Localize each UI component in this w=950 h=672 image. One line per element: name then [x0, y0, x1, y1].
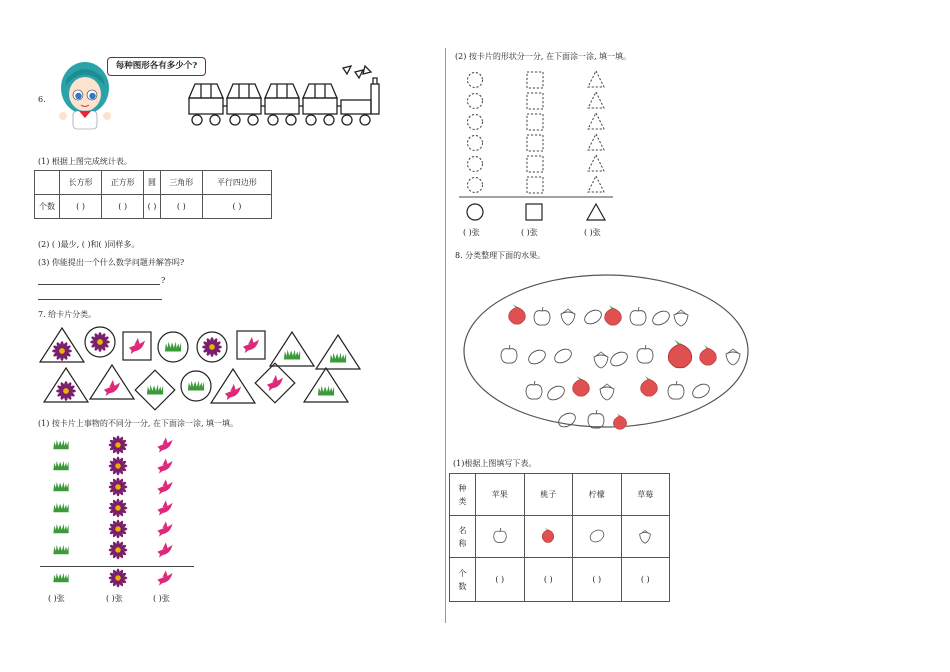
apple-icon [630, 307, 646, 325]
q6-sub3: (3) 你能提出一个什么数学问题并解答吗? [38, 258, 185, 267]
apple-cell [476, 516, 525, 558]
lemon-icon [545, 383, 567, 402]
flower-icon [109, 478, 128, 497]
count-label[interactable]: ( )张 [584, 228, 601, 237]
flower-icon [109, 436, 128, 455]
header-circle: 圆 [144, 171, 161, 195]
dashed-circle-icon [468, 136, 483, 151]
kind-apple: 苹果 [476, 474, 525, 516]
answer-blank[interactable]: ( ) [144, 195, 161, 219]
flower-icon [109, 520, 128, 539]
kind-lemon: 柠檬 [573, 474, 622, 516]
baseline-1 [40, 566, 194, 567]
peach-icon [605, 305, 622, 325]
count-label[interactable]: ( )张 [106, 594, 123, 603]
strawberry-icon [600, 384, 614, 400]
peach-icon [613, 413, 626, 429]
strawberry-icon [636, 527, 654, 545]
q7-sub1-columns [0, 0, 445, 672]
apple-icon [501, 345, 517, 363]
q8-sub1: (1)根据上图填写下表。 [453, 459, 537, 468]
peach-icon [700, 345, 717, 365]
flower-icon [109, 569, 128, 588]
strawberry-icon [561, 309, 575, 325]
q7-sub2: (2) 按卡片的形状分一分, 在下面涂一涂, 填一填。 [455, 52, 632, 61]
bird-icon [157, 479, 172, 494]
answer-blank[interactable]: ( ) [621, 558, 670, 602]
fruit-oval [445, 260, 775, 445]
strawberry-icon [726, 349, 740, 365]
dashed-triangle-icon [588, 113, 604, 129]
peach-cell [524, 516, 573, 558]
bird-icon [157, 521, 172, 536]
triangle-icon [587, 204, 605, 220]
peach-icon [641, 376, 658, 396]
grass-icon [53, 573, 68, 582]
row-label-count: 个数 [35, 195, 60, 219]
grass-icon [53, 524, 68, 533]
answer-blank[interactable]: ( ) [60, 195, 102, 219]
apple-icon [588, 410, 604, 428]
lemon-icon [526, 347, 548, 366]
lemon-icon [588, 527, 606, 545]
strawberry-icon [674, 310, 688, 326]
apple-icon [491, 527, 509, 545]
grass-icon [53, 545, 68, 554]
dashed-square-icon [527, 72, 543, 88]
lemon-icon [650, 308, 672, 327]
speech-bubble: 每种图形各有多少个? [107, 57, 206, 76]
flower-icon [109, 499, 128, 518]
answer-blank[interactable]: ( ) [102, 195, 144, 219]
lemon-icon [556, 410, 578, 429]
kind-peach: 桃子 [524, 474, 573, 516]
lemon-icon [582, 307, 604, 326]
lemon-cell [573, 516, 622, 558]
square-icon [526, 204, 542, 220]
row-label-kind: 种 类 [450, 474, 476, 516]
bird-icon [157, 570, 172, 585]
answer-blank[interactable]: ( ) [524, 558, 573, 602]
strawberry-cell [621, 516, 670, 558]
dashed-circle-icon [468, 157, 483, 172]
dashed-circle-icon [468, 115, 483, 130]
grass-icon [53, 482, 68, 491]
grass-icon [53, 503, 68, 512]
count-label[interactable]: ( )张 [521, 228, 538, 237]
dashed-square-icon [527, 177, 543, 193]
dashed-triangle-icon [588, 176, 604, 192]
dashed-circle-icon [468, 178, 483, 193]
peach-icon [509, 304, 526, 324]
dashed-triangle-icon [588, 155, 604, 171]
grass-icon [53, 440, 68, 449]
count-label[interactable]: ( )张 [463, 228, 480, 237]
answer-blank[interactable]: ( ) [202, 195, 271, 219]
apple-icon [668, 381, 684, 399]
peach-icon [573, 376, 590, 396]
peach-icon [539, 527, 557, 545]
header-square: 正方形 [102, 171, 144, 195]
count-label[interactable]: ( )张 [48, 594, 65, 603]
peach-icon [668, 340, 691, 368]
flower-icon [109, 457, 128, 476]
answer-question-mark: ? [161, 276, 166, 285]
circle-icon [467, 204, 483, 220]
header-rectangle: 长方形 [60, 171, 102, 195]
row-label-name: 名 称 [450, 516, 476, 558]
answer-blank[interactable]: ( ) [160, 195, 202, 219]
q7-sub2-columns [445, 60, 645, 240]
answer-blank[interactable]: ( ) [476, 558, 525, 602]
q6-number: 6. [38, 95, 46, 104]
dashed-triangle-icon [588, 71, 604, 87]
q6-sub1: (1) 根据上图完成统计表。 [38, 157, 132, 166]
lemon-icon [690, 381, 712, 400]
bird-icon [157, 542, 172, 557]
row-label-count: 个 数 [450, 558, 476, 602]
count-label[interactable]: ( )张 [153, 594, 170, 603]
strawberry-icon [594, 352, 608, 368]
dashed-circle-icon [468, 73, 483, 88]
dashed-triangle-icon [588, 92, 604, 108]
kind-strawberry: 草莓 [621, 474, 670, 516]
flower-icon [109, 541, 128, 560]
dashed-circle-icon [468, 94, 483, 109]
bird-icon [157, 458, 172, 473]
header-triangle: 三角形 [160, 171, 202, 195]
lemon-icon [608, 349, 630, 368]
q8-fruit-table [449, 473, 670, 602]
q8-title: 8. 分类整理下面的水果。 [455, 251, 546, 260]
dashed-square-icon [527, 114, 543, 130]
q7-title: 7. 给卡片分类。 [38, 310, 97, 319]
dashed-triangle-icon [588, 134, 604, 150]
answer-blank[interactable]: ( ) [573, 558, 622, 602]
apple-icon [526, 381, 542, 399]
q6-sub2: (2) ( )最少, ( )和( )同样多。 [38, 240, 140, 249]
grass-icon [53, 461, 68, 470]
dashed-square-icon [527, 135, 543, 151]
lemon-icon [552, 346, 574, 365]
q7-sub1: (1) 按卡片上事物的不同分一分, 在下面涂一涂, 填一填。 [38, 419, 239, 428]
dashed-square-icon [527, 93, 543, 109]
bird-icon [157, 500, 172, 515]
header-parallelogram: 平行四边形 [202, 171, 271, 195]
apple-icon [637, 345, 653, 363]
dashed-square-icon [527, 156, 543, 172]
apple-icon [534, 307, 550, 325]
bird-icon [157, 437, 172, 452]
